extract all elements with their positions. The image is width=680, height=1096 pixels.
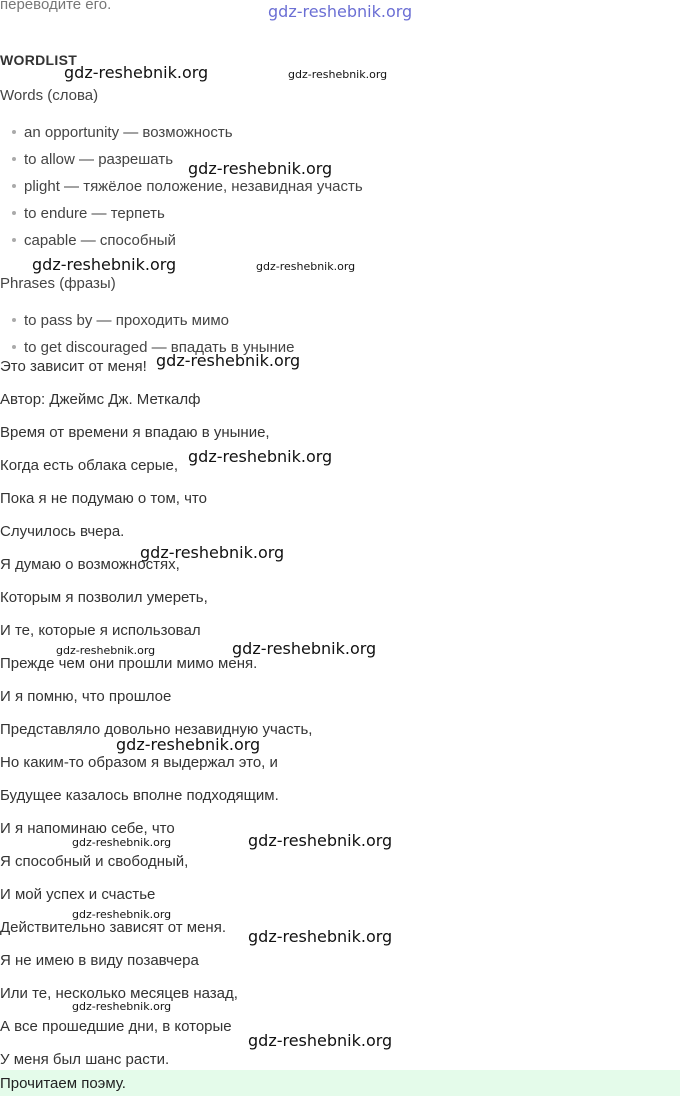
bullet-icon (12, 318, 16, 322)
word-text: capable — способный (24, 232, 176, 249)
word-text: to allow — разрешать (24, 151, 174, 168)
watermark-top: gdz-reshebnik.org (268, 2, 413, 21)
watermark: gdz-reshebnik.org (248, 831, 393, 850)
watermark: gdz-reshebnik.org (72, 1000, 172, 1013)
poem-line: И те, которые я использовал (0, 622, 201, 639)
phrase-item-clipped (0, 336, 680, 356)
watermark: gdz-reshebnik.org (140, 543, 285, 562)
watermark: gdz-reshebnik.org (232, 639, 377, 658)
phrase-item (12, 312, 229, 329)
watermark: gdz-reshebnik.org (56, 644, 156, 657)
poem-line: Случилось вчера. (0, 523, 125, 540)
poem-line: Представляло довольно незавидную участь, (0, 721, 313, 738)
phrase-text: to get discouraged — впадать в уныние (24, 339, 295, 356)
poem-line: Когда есть облака серые, (0, 457, 179, 474)
word-text: to endure — терпеть (24, 205, 165, 222)
watermark: gdz-reshebnik.org (156, 351, 301, 370)
bullet-icon (12, 238, 16, 242)
poem-line: И я напоминаю себе, что (0, 820, 175, 837)
poem-line: Я не имею в виду позавчера (0, 952, 199, 969)
bullet-icon (12, 345, 16, 349)
bullet-icon (12, 130, 16, 134)
word-item (12, 178, 363, 195)
poem-line: Прежде чем они прошли мимо меня. (0, 655, 258, 672)
word-item (12, 232, 176, 249)
poem-line: Время от времени я впадаю в уныние, (0, 424, 270, 441)
poem-line: Будущее казалось вполне подходящим. (0, 787, 279, 804)
watermark: gdz-reshebnik.org (188, 447, 333, 466)
word-item (12, 205, 165, 222)
poem-line: Пока я не подумаю о том, что (0, 490, 207, 507)
phrase-text: to pass by — проходить мимо (24, 312, 230, 329)
watermark: gdz-reshebnik.org (288, 68, 388, 81)
poem-line: У меня был шанс расти. (0, 1051, 170, 1068)
watermark: gdz-reshebnik.org (72, 836, 172, 849)
poem-line: И мой успех и счастье (0, 886, 156, 903)
poem-line: Или те, несколько месяцев назад, (0, 985, 238, 1002)
poem-line: И я помню, что прошлое (0, 688, 172, 705)
word-text: plight — тяжёлое положение, незавидная участь (24, 178, 363, 195)
watermark: gdz-reshebnik.org (248, 1031, 393, 1050)
poem-line: Действительно зависят от меня. (0, 919, 227, 936)
poem-line: Которым я позволил умереть, (0, 589, 208, 606)
poem-line: А все прошедшие дни, в которые (0, 1018, 232, 1035)
watermark: gdz-reshebnik.org (64, 63, 209, 82)
poem-line: Я способный и свободный, (0, 853, 189, 870)
poem-title: Это зависит от меня! (0, 358, 147, 375)
watermark: gdz-reshebnik.org (248, 927, 393, 946)
phrases-label: Phrases (фразы) (0, 275, 116, 292)
watermark: gdz-reshebnik.org (188, 159, 333, 178)
watermark: gdz-reshebnik.org (116, 735, 261, 754)
bullet-icon (12, 211, 16, 215)
word-text: an opportunity — возможность (24, 124, 233, 141)
word-item (12, 124, 233, 141)
poem-line: Я думаю о возможностях, (0, 556, 180, 573)
poem-line: Но каким-то образом я выдержал это, и (0, 754, 278, 771)
watermark: gdz-reshebnik.org (32, 255, 177, 274)
bullet-icon (12, 157, 16, 161)
watermark: gdz-reshebnik.org (72, 908, 172, 921)
words-label: Words (слова) (0, 87, 99, 104)
highlight-block (0, 1070, 680, 1096)
highlight-text: Прочитаем поэму. (0, 1075, 126, 1092)
wordlist-title: WORDLIST (0, 52, 78, 68)
word-item (12, 151, 173, 168)
cut-off-text: переводите его. (0, 0, 112, 13)
poem-author: Автор: Джеймс Дж. Меткалф (0, 391, 201, 408)
watermark: gdz-reshebnik.org (256, 260, 356, 273)
bullet-icon (12, 184, 16, 188)
